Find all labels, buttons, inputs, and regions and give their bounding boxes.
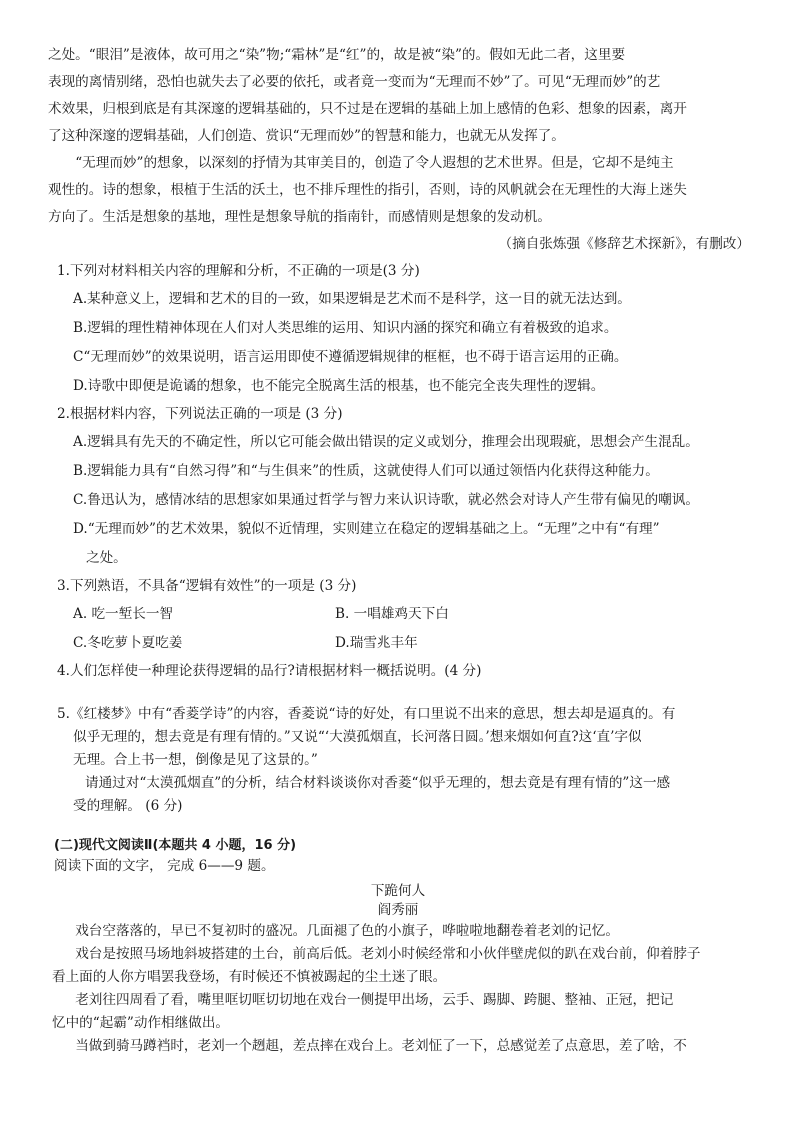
question-1-option-d: D.诗歌中即便是诡谲的想象，也不能完全脱离生活的根基，也不能完全丧失理性的逻辑。	[73, 378, 605, 394]
story-paragraph: 戏台是按照马场地斜坡搭建的土台，前高后低。老刘小时候经常和小伙伴壁虎似的趴在戏台前，仰着脖子	[75, 946, 701, 962]
question-1-option-a: A.某种意义上，逻辑和艺术的目的一致，如果逻辑是艺术而不是科学，这一目的就无法达到。	[73, 291, 631, 307]
passage-line: 表现的离情别绪，恐怕也就失去了必要的依托，或者竟一变而为“无理而不妙”了。可见“无理而妙”的艺	[48, 74, 661, 90]
question-2-option-d-continued: 之处。	[86, 550, 127, 566]
question-1-option-b: B.逻辑的理性精神体现在人们对人类思维的运用、知识内涵的探究和确立有着极致的追求。	[73, 320, 618, 336]
section-2-instruction: 阅读下面的文字， 完成 6——9 题。	[54, 858, 275, 874]
question-5-line: 受的理解。 (6 分)	[73, 798, 183, 814]
question-2-option-d: D.“无理而妙”的艺术效果，貌似不近情理，实则建立在稳定的逻辑基础之上。“无理”之中有“有理”	[73, 521, 660, 537]
passage-line: 观性的。诗的想象，根植于生活的沃土，也不排斥理性的指引，否则，诗的风帆就会在无理性的大海上迷失	[48, 182, 687, 198]
story-paragraph-continued: 忆中的“起霸”动作相继做出。	[52, 1015, 230, 1031]
passage-line: 方向了。生活是想象的基地，理性是想象导航的指南针，而感情则是想象的发动机。	[48, 209, 551, 225]
passage-line: 术效果，归根到底是有其深邃的逻辑基础的，只不过是在逻辑的基础上加上感情的色彩、想象的因素，离开	[48, 101, 687, 117]
question-1-stem: 1.下列对材料相关内容的理解和分析，不正确的一项是(3 分)	[57, 263, 420, 279]
passage-paragraph	[48, 42, 748, 150]
story-author: 阎秀丽	[377, 902, 419, 918]
question-5	[57, 703, 748, 818]
question-3-option-a: A. 吃一堑长一智	[73, 606, 174, 622]
question-5-line: 无理。合上书一想，倒像是见了这景的。”	[73, 752, 318, 768]
question-3-option-d: D.瑞雪兆丰年	[335, 635, 418, 651]
document-page	[48, 42, 748, 1058]
story-paragraph: 戏台空落落的，早已不复初时的盛况。几面褪了色的小旗子，哗啦啦地翻卷着老刘的记忆。	[75, 923, 619, 939]
question-3-option-c: C.冬吃萝卜夏吃姜	[73, 635, 183, 651]
question-5-line: 请通过对“太漠孤烟直”的分析，结合材料谈谈你对香菱“似乎无理的，想去竟是有理有情的”这一感	[85, 775, 671, 791]
question-4-stem: 4.人们怎样使一种理论获得逻辑的品行?请根据材料一概括说明。(4 分)	[57, 663, 482, 679]
question-3-options	[73, 600, 748, 658]
passage-line: 之处。“眼泪”是液体，故可用之“染”物;“霜林”是“红”的，故是被“染”的。假如无此二者，这里要	[48, 47, 626, 63]
question-5-line: 似乎无理的，想去竟是有理有情的。”又说“‘大漠孤烟直，长河落日圆。’想来烟如何直?这‘直’字似	[73, 729, 642, 745]
passage-line: “无理而妙”的想象，以深刻的抒情为其审美目的，创造了令人遐想的艺术世界。但是，它却不是纯主	[75, 155, 674, 171]
story-paragraph: 当做到骑马蹲裆时，老刘一个趔趄，差点摔在戏台上。老刘怔了一下，总感觉差了点意思，差了啥，不	[75, 1038, 687, 1054]
question-3-option-b: B. 一唱雄鸡天下白	[335, 606, 449, 622]
question-5-line: 5.《红楼梦》中有“香菱学诗”的内容，香菱说“诗的好处，有口里说不出来的意思，想去却是逼真的。有	[57, 706, 676, 722]
question-1-option-c: C“无理而妙”的效果说明，语言运用即使不遵循逻辑规律的框框，也不碍于语言运用的正确。	[73, 349, 628, 365]
passage-paragraph-2	[48, 150, 748, 231]
story-paragraph: 老刘往四周看了看，嘴里哐切哐切切地在戏台一侧提甲出场，云手、踢脚、跨腿、整袖、正冠，把记	[75, 992, 674, 1008]
question-2-option-b: B.逻辑能力具有“自然习得”和“与生俱来”的性质，这就使得人们可以通过领悟内化获得这种能力。	[73, 463, 659, 479]
passage-line: 了这种深邃的逻辑基础，人们创造、赏识“无理而妙”的智慧和能力，也就无从发挥了。	[48, 128, 565, 144]
story-paragraph-continued: 看上面的人你方唱罢我登场，有时候还不慎被踢起的尘土迷了眼。	[52, 969, 447, 985]
question-2-stem: 2.根据材料内容，下列说法正确的一项是 (3 分)	[57, 406, 343, 422]
passage-source: （摘自张炼强《修辞艺术探新》，有删改）	[498, 236, 750, 252]
question-3-stem: 3.下列熟语，不具备“逻辑有效性”的一项是 (3 分)	[57, 578, 357, 594]
story-title: 下跪何人	[370, 883, 426, 899]
question-2-option-c: C.鲁迅认为，感情冰结的思想家如果通过哲学与智力来认识诗歌，就必然会对诗人产生带有偏见的嘲讽。	[73, 492, 699, 508]
section-2-title: (二)现代文阅读Ⅱ(本题共 4 小题，16 分)	[54, 838, 297, 853]
question-2-option-a: A.逻辑具有先天的不确定性，所以它可能会做出错误的定义或划分，推理会出现瑕疵，思想会产生混乱。	[73, 434, 699, 450]
